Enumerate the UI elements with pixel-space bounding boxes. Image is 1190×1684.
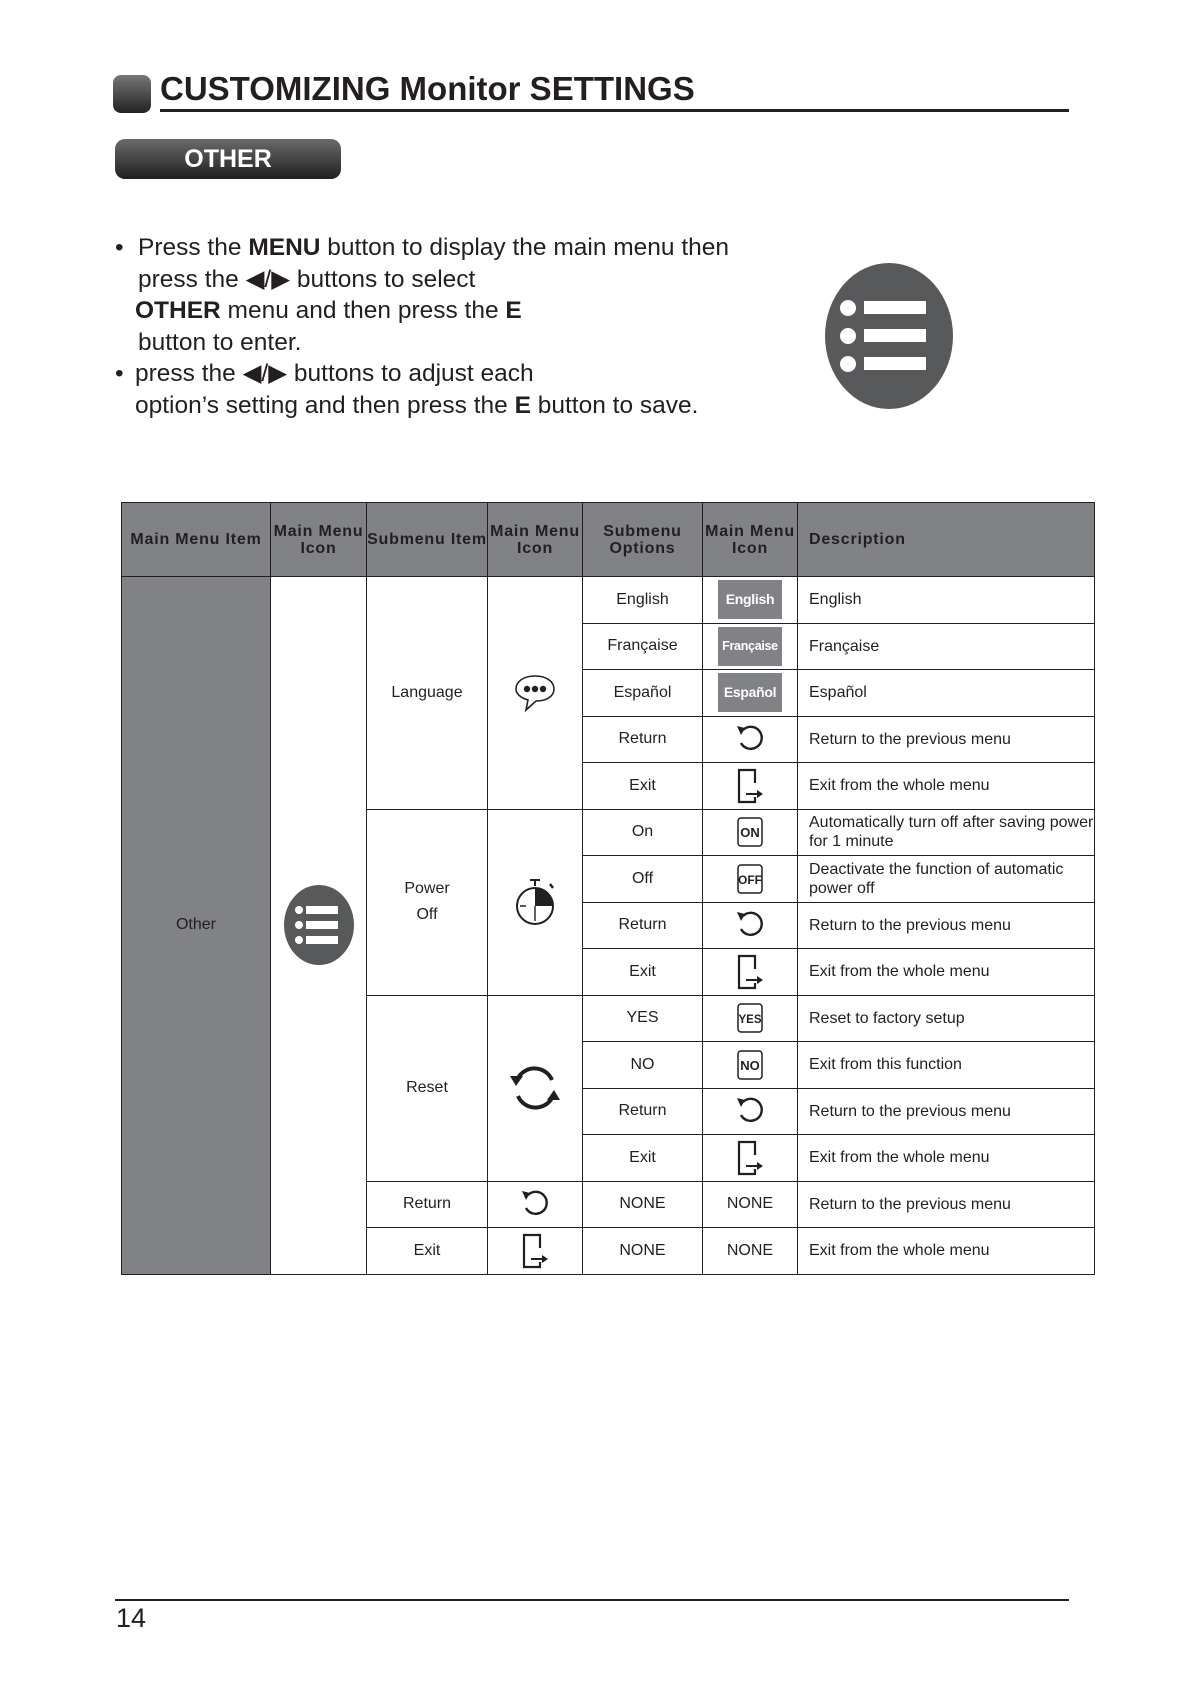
exit-icon [520, 1232, 550, 1270]
section-badge: OTHER [115, 139, 341, 179]
option-icon-cell [703, 995, 798, 1042]
header-option-icon: Main Menu Icon [703, 503, 798, 577]
no-badge-text: NO [740, 1057, 760, 1073]
option-icon-cell [703, 856, 798, 903]
header-main-item: Main Menu Item [122, 503, 271, 577]
option-cell: Return [583, 716, 703, 763]
description-cell: Exit from the whole menu [798, 1135, 1095, 1182]
option-cell: Exit [583, 763, 703, 810]
description-cell: Reset to factory setup [798, 995, 1095, 1042]
description-cell: Return to the previous menu [798, 1088, 1095, 1135]
header-main-icon: Main Menu Icon [271, 503, 367, 577]
power-icon-cell [488, 809, 583, 995]
option-cell: English [583, 577, 703, 624]
option-icon-cell [703, 1088, 798, 1135]
option-cell: Exit [583, 949, 703, 996]
francaise-chip-icon: Française [718, 627, 782, 666]
submenu-reset: Reset [367, 995, 488, 1181]
english-chip-icon: English [718, 580, 782, 619]
on-badge-text: ON [740, 825, 760, 841]
option-cell: YES [583, 995, 703, 1042]
menu-list-icon [825, 263, 953, 409]
description-cell: Return to the previous menu [798, 1181, 1095, 1228]
description-cell: Español [798, 670, 1095, 717]
option-cell: Française [583, 623, 703, 670]
exit-icon [735, 953, 765, 991]
reset-icon-cell [488, 995, 583, 1181]
yes-badge-text: YES [738, 1014, 762, 1027]
option-icon-cell [703, 809, 798, 856]
on-badge-icon [736, 816, 764, 848]
speech-bubble-icon [513, 673, 557, 713]
main-item-other: Other [122, 577, 271, 1275]
option-icon-cell: NONE [703, 1228, 798, 1275]
option-cell: Return [583, 902, 703, 949]
timer-icon [512, 877, 558, 927]
header-description: Description [798, 503, 1095, 577]
option-icon-cell [703, 902, 798, 949]
submenu-exit: Exit [367, 1228, 488, 1275]
espanol-chip-icon: Español [718, 673, 782, 712]
instruction-line-4: button to enter. [138, 328, 302, 356]
header-sub-item: Submenu Item [367, 503, 488, 577]
option-cell: NONE [583, 1181, 703, 1228]
footer-line [115, 1599, 1069, 1601]
description-cell: Exit from the whole menu [798, 949, 1095, 996]
header-options: Submenu Options [583, 503, 703, 577]
option-cell: Off [583, 856, 703, 903]
header-square-icon [113, 75, 151, 113]
language-icon-cell [488, 577, 583, 810]
description-cell: Française [798, 623, 1095, 670]
option-cell: Return [583, 1088, 703, 1135]
option-cell: NONE [583, 1228, 703, 1275]
no-badge-icon [736, 1049, 764, 1081]
menu-list-icon [284, 885, 354, 965]
option-cell: NO [583, 1042, 703, 1089]
exit-icon-cell [488, 1228, 583, 1275]
instruction-line-5: • press the ◀/▶ buttons to adjust each [115, 360, 534, 387]
return-icon-cell [488, 1181, 583, 1228]
title-underline [160, 109, 1069, 112]
description-cell: Return to the previous menu [798, 902, 1095, 949]
instruction-line-6: option’s setting and then press the E button to save. [135, 391, 699, 419]
description-cell: English [798, 577, 1095, 624]
power-off-label: Power Off [404, 880, 450, 923]
option-icon-cell [703, 1135, 798, 1182]
description-cell: Exit from the whole menu [798, 1228, 1095, 1275]
off-badge-text: OFF [738, 872, 762, 887]
option-icon-cell: NONE [703, 1181, 798, 1228]
description-cell: Exit from this function [798, 1042, 1095, 1089]
instruction-line-1: • Press the MENU button to display the main menu then [115, 234, 730, 261]
return-icon [733, 722, 767, 756]
submenu-language: Language [367, 577, 488, 810]
description-cell: Deactivate the function of automatic power off [798, 856, 1095, 903]
option-cell: Exit [583, 1135, 703, 1182]
option-icon-cell [703, 716, 798, 763]
off-badge-icon [736, 863, 764, 895]
exit-icon [735, 767, 765, 805]
return-icon [733, 908, 767, 942]
option-icon-cell [703, 949, 798, 996]
option-icon-cell [703, 623, 798, 670]
option-icon-cell [703, 1042, 798, 1089]
yes-badge-icon [736, 1002, 764, 1034]
page-number: 14 [116, 1603, 147, 1633]
header-sub-icon: Main Menu Icon [488, 503, 583, 577]
option-icon-cell [703, 577, 798, 624]
instruction-line-2: press the ◀/▶ buttons to select [138, 265, 476, 293]
option-icon-cell [703, 670, 798, 717]
reset-cycle-icon [506, 1062, 564, 1114]
instructions [115, 232, 815, 421]
submenu-power-off [367, 809, 488, 995]
exit-icon [735, 1139, 765, 1177]
submenu-return: Return [367, 1181, 488, 1228]
option-icon-cell [703, 763, 798, 810]
return-icon [733, 1094, 767, 1128]
return-icon [518, 1187, 552, 1221]
description-cell: Automatically turn off after saving power for 1 minute [798, 809, 1095, 856]
description-cell: Exit from the whole menu [798, 763, 1095, 810]
option-cell: On [583, 809, 703, 856]
main-icon-cell [271, 577, 367, 1275]
option-cell: Español [583, 670, 703, 717]
instruction-line-3: OTHER menu and then press the E [135, 297, 522, 324]
other-menu-table [121, 502, 1095, 1275]
description-cell: Return to the previous menu [798, 716, 1095, 763]
page-title: CUSTOMIZING Monitor SETTINGS [160, 70, 695, 107]
